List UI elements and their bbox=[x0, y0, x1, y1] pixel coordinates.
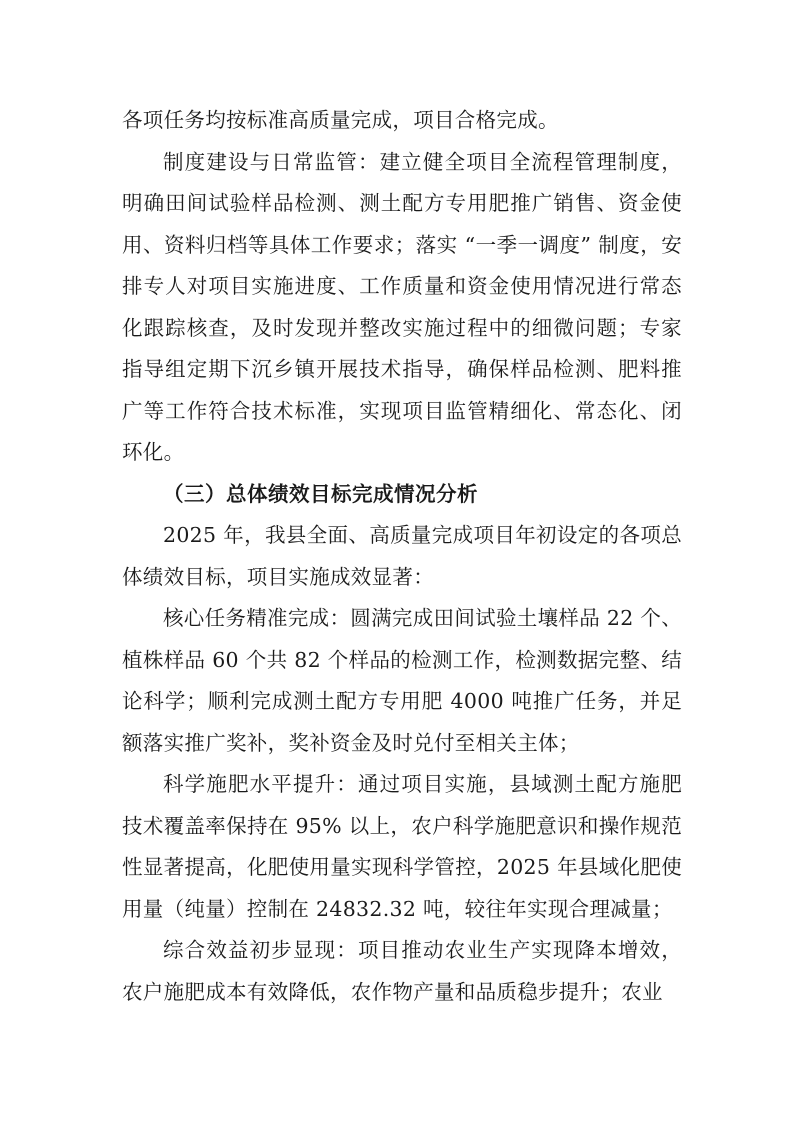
paragraph-overall-summary: 2025 年，我县全面、高质量完成项目年初设定的各项总体绩效目标，项目实施成效显著： bbox=[122, 523, 682, 589]
section-heading-overall-performance: （三）总体绩效目标完成情况分析 bbox=[163, 481, 478, 506]
paragraph-system-supervision: 制度建设与日常监管：建立健全项目全流程管理制度，明确田间试验样品检测、测土配方专用肥推广销售、资金使用、资料归档等具体工作要求；落实 “一季一调度” 制度，安排专人对项目实施进度、工作质量和资金使用情况进行常态化跟踪核查，及时发现并整改实施过程中的细微问题；专家指导组定期下沉乡镇开展技术指导，确保样品检测、肥料推广等工作符合技术标准，实现项目监管精细化、常态化、闭环化。 bbox=[122, 149, 682, 464]
paragraph-comprehensive-benefits: 综合效益初步显现：项目推动农业生产实现降本增效，农户施肥成本有效降低，农作物产量和品质稳步提升；农业 bbox=[122, 938, 682, 1004]
document-body bbox=[122, 100, 682, 1013]
paragraph-core-tasks: 核心任务精准完成：圆满完成田间试验土壤样品 22 个、植株样品 60 个共 82 个样品的检测工作，检测数据完整、结论科学；顺利完成测土配方专用肥 4000 吨推广任务，并足额落实推广奖补，奖补资金及时兑付至相关主体； bbox=[122, 606, 682, 755]
paragraph-scientific-fertilization: 科学施肥水平提升：通过项目实施，县域测土配方施肥技术覆盖率保持在 95% 以上，农户科学施肥意识和操作规范性显著提高，化肥使用量实现科学管控，2025 年县域化肥使用量（纯量）控制在 24832.32 吨，较往年实现合理减量； bbox=[122, 772, 682, 921]
paragraph-task-completion: 各项任务均按标准高质量完成，项目合格完成。 bbox=[122, 108, 559, 132]
